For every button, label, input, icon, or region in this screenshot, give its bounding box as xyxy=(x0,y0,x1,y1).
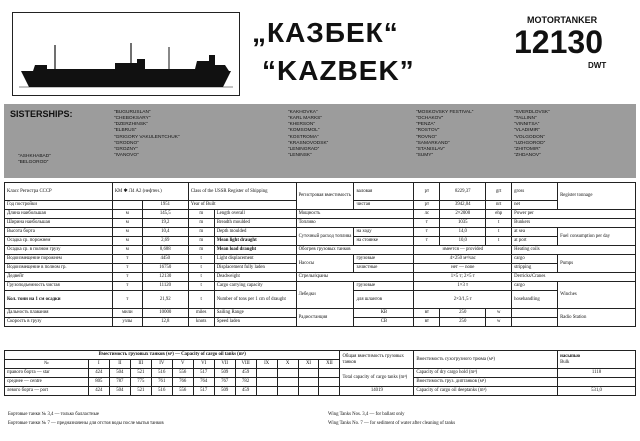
sistership-name: “KARL MARKS” xyxy=(288,116,322,122)
fuel-consumption-ru: Суточный расход топлива xyxy=(296,228,354,246)
ship-name-english: “KAZBEK” xyxy=(262,55,415,86)
tank-cell xyxy=(319,387,340,396)
tank-number: V xyxy=(172,360,193,369)
tank-number: XII xyxy=(319,360,340,369)
tank-cell xyxy=(256,369,277,378)
footnote-row xyxy=(8,412,628,421)
heating-en: Heating coils xyxy=(512,246,636,255)
winches-cargo-value: 1×3 т xyxy=(414,282,512,291)
total-capacity-ru: Общая вместимость грузовых танков xyxy=(340,351,414,369)
sistership-name: “ZHITOMIR” xyxy=(514,146,541,152)
bulk-en: Bulk xyxy=(560,359,570,365)
tank-cell: 521 xyxy=(130,387,151,396)
ship-name-russian: „КАЗБЕК“ xyxy=(252,17,399,48)
sistership-name: “KHERSON” xyxy=(288,122,315,128)
spec-en: Speed laden xyxy=(214,318,296,327)
spec-ru: Скорость в грузу xyxy=(5,318,113,327)
spec-ru: Осадка ср. в полном грузу xyxy=(5,246,113,255)
spec-en: Light displacement xyxy=(214,255,296,264)
tank-cell: 459 xyxy=(235,387,256,396)
deadweight-number: 12130 xyxy=(514,24,603,60)
at-sea-unit: т xyxy=(414,228,440,237)
power-en: Power per xyxy=(512,210,636,219)
spec-ru: Осадка ср. порожнем xyxy=(5,237,113,246)
spec-en: Cargo carrying capacity xyxy=(214,282,296,291)
winches-cargo-en: cargo xyxy=(512,282,558,291)
spec-value: 145,5 xyxy=(142,210,188,219)
spec-value: 12130 xyxy=(142,273,188,282)
tank-number: III xyxy=(130,360,151,369)
spec-ru: Водоизмещение порожнем xyxy=(5,255,113,264)
sistership-name: “ROSTOV” xyxy=(416,128,440,134)
sistership-name: “PENZA” xyxy=(416,122,436,128)
derricks-ru: Стрелы/краны xyxy=(296,273,414,282)
sistership-name: “SUMY” xyxy=(416,152,434,158)
sistership-name: “KRASNOVODSK” xyxy=(288,140,329,146)
total-capacity-value: 14019 xyxy=(340,387,414,396)
sistership-name: “TALLINN” xyxy=(514,116,537,122)
deeptank-value: 531,0 xyxy=(558,387,636,396)
sistership-name: “SVERDLOVSK” xyxy=(514,110,550,115)
spec-ru: Дальность плавания xyxy=(5,309,113,318)
pumps-strip-ru: зачистные xyxy=(354,264,414,273)
kv-label: КВ xyxy=(354,309,414,318)
derricks-value: 1×5 т; 2×5 т xyxy=(414,273,512,282)
tank-cell xyxy=(277,369,298,378)
tank-cell xyxy=(298,387,319,396)
sisterships-column-3 xyxy=(288,110,328,159)
net-unit-en: nrt xyxy=(486,201,512,210)
sistership-name: “LENINGRAD” xyxy=(288,146,320,152)
footnote-row xyxy=(8,421,628,430)
fuel-consumption-en: Fuel consumption per day xyxy=(558,228,636,246)
footnote-en: Wing Tanks No. 7 — for sediment of water after cleaning of tanks xyxy=(328,421,456,426)
net-unit: рт xyxy=(414,201,440,210)
spec-ru: Длина наибольшая xyxy=(5,210,113,219)
winches-en: Winches xyxy=(558,282,636,309)
at-port-ru: на стоянке xyxy=(354,237,414,246)
winches-hose-en: hosehandling xyxy=(512,291,558,309)
spec-unit-en: miles xyxy=(188,309,214,318)
tank-cell: 516 xyxy=(151,369,172,378)
deeptank-en: Capacity of cargo oil deeptanks (m³) xyxy=(414,387,558,396)
pumps-strip-value: нет — none xyxy=(414,264,512,273)
radio-en: Radio Station xyxy=(558,309,636,327)
tank-cell: 459 xyxy=(235,369,256,378)
tank-cell: 509 xyxy=(214,369,235,378)
pumps-cargo-en: cargo xyxy=(512,255,558,264)
sistership-name: “ASHKHABAD” xyxy=(18,154,51,159)
spec-ru: Водоизмещение в полном гр. xyxy=(5,264,113,273)
spec-ru: Кол. тонн на 1 см осадки xyxy=(5,291,113,309)
winches-hose-ru: для шлангов xyxy=(354,291,414,309)
pumps-ru: Насосы xyxy=(296,255,354,273)
tank-cell: 767 xyxy=(214,378,235,387)
pumps-en: Pumps xyxy=(558,255,636,273)
sistership-name: “UZHGOROD” xyxy=(514,140,546,146)
spec-unit: т xyxy=(112,291,142,309)
spec-value: 1951 xyxy=(142,201,188,210)
derricks-en: Derricks/Cranes xyxy=(512,273,636,282)
tank-capacity-table: Вместимость грузовых танков (м³) — Capacity of cargo oil tanks (m³) Общая вместимость грузовых танков Вместимость сухогрузного трюма (м³) насыпью Bulk № I II III IV V VI VII VIII IX X XI XII правого борта — star 424 504 521 516 556 517 509 459 Total capacity of cargo tanks (m³) Capacity of dry cargo hold (m³) 1118 среднее — centre 805 787 775 761 766 764 767 782 Вместимость груз. диптанков (м³) левого борта — port 424 504 521 516 556 517 509 459 14019 Capacity of cargo oil deeptanks (m³) 531,0 xyxy=(4,350,636,396)
sistership-name: “OCHAKOV” xyxy=(416,116,444,122)
spec-value: 11120 xyxy=(142,282,188,291)
sistership-name: “LENINSK” xyxy=(288,152,312,158)
tank-number: XI xyxy=(298,360,319,369)
spec-en: Mean load draught xyxy=(214,246,296,255)
spec-ru: Класс Регистра СССР xyxy=(5,183,113,201)
spec-unit: м xyxy=(112,228,142,237)
spec-unit: м xyxy=(112,210,142,219)
at-port-en: at port xyxy=(512,237,558,246)
spec-value: 4450 xyxy=(142,255,188,264)
heating-ru: Обогрев грузовых танков xyxy=(296,246,414,255)
tank-number: IX xyxy=(256,360,277,369)
footnotes xyxy=(8,412,628,430)
spec-value: 8,688 xyxy=(142,246,188,255)
pumps-cargo-value: 4×250 м³/час xyxy=(414,255,512,264)
tanks-title: Вместимость грузовых танков (м³) — Capacity of cargo oil tanks (m³) xyxy=(5,351,340,360)
tank-cell xyxy=(256,378,277,387)
spec-value: 19,2 xyxy=(142,219,188,228)
tank-number: VI xyxy=(193,360,214,369)
at-port-unit: т xyxy=(414,237,440,246)
spec-value: 2,69 xyxy=(142,237,188,246)
net-ru: чистая xyxy=(354,201,414,210)
spec-unit: т xyxy=(112,264,142,273)
gross-value: 8229,37 xyxy=(440,183,486,201)
power-ru: Мощность xyxy=(296,210,414,219)
tank-cell xyxy=(277,387,298,396)
tank-cell: 521 xyxy=(130,369,151,378)
sisterships-column-2 xyxy=(114,110,180,159)
sv-unit: вт xyxy=(414,318,440,327)
spec-ru: Ширина наибольшая xyxy=(5,219,113,228)
tank-cell: 424 xyxy=(88,369,109,378)
pumps-cargo-ru: грузовые xyxy=(354,255,414,264)
tank-cell: 766 xyxy=(172,378,193,387)
tank-cell xyxy=(319,369,340,378)
spec-value: КМ ✱ Л4 А2 (нефтен.) xyxy=(112,183,188,201)
sistership-name: “IVANOVO” xyxy=(114,152,139,158)
fuel-en: Bunkers xyxy=(512,219,636,228)
spec-unit: т xyxy=(112,255,142,264)
tank-number: I xyxy=(88,360,109,369)
tank-cell: 556 xyxy=(172,369,193,378)
spec-ru: Год постройки xyxy=(5,201,113,210)
sistership-name: “BUGURUSLAN” xyxy=(114,110,151,115)
deadweight-label: DWT xyxy=(588,61,607,70)
sistership-name: “DZERZHINSK” xyxy=(114,122,148,128)
winches-ru: Лебедки xyxy=(296,282,354,309)
spec-en: Sailing Range xyxy=(214,309,296,318)
at-port-unit-en: t xyxy=(486,237,512,246)
tank-cell: 517 xyxy=(193,387,214,396)
gross-en: gross xyxy=(512,183,558,201)
tank-cell xyxy=(298,369,319,378)
sistership-name: “GROZNY” xyxy=(114,146,138,152)
tank-cell xyxy=(319,378,340,387)
fuel-ru: Топливо xyxy=(296,219,414,228)
sistership-name: “GRODNO” xyxy=(114,140,139,146)
tank-cell: 517 xyxy=(193,369,214,378)
tank-number: VIII xyxy=(235,360,256,369)
spec-value: 12,8 xyxy=(142,318,188,327)
total-capacity-en: Total capacity of cargo tanks (m³) xyxy=(340,369,414,387)
power-unit-en: ehp xyxy=(486,210,512,219)
sistership-name: “SAMARKAND” xyxy=(416,140,450,146)
sistership-name: “VOLGODON” xyxy=(514,134,545,140)
tank-cell: 556 xyxy=(172,387,193,396)
power-unit: лс xyxy=(414,210,440,219)
winches-cargo-ru: грузовые xyxy=(354,282,414,291)
bulk-cell xyxy=(558,351,636,369)
sv-label: СВ xyxy=(354,318,414,327)
dry-hold-ru: Вместимость сухогрузного трюма (м³) xyxy=(414,351,558,369)
power-value: 2×2000 xyxy=(440,210,486,219)
sistership-name: “BELGOROD” xyxy=(18,160,49,166)
sisterships-panel xyxy=(4,104,636,178)
at-sea-ru: на ходу xyxy=(354,228,414,237)
kv-unit-en: w xyxy=(486,309,512,318)
sistership-name: “KOSTROMA” xyxy=(288,134,319,140)
header xyxy=(8,4,632,96)
spec-ru: Дедвейт xyxy=(5,273,113,282)
vessel-type: MOTORTANKER xyxy=(527,15,598,25)
kv-unit: вт xyxy=(414,309,440,318)
at-port-value: 10,0 xyxy=(440,237,486,246)
tank-cell xyxy=(256,387,277,396)
spec-unit: т xyxy=(112,273,142,282)
sistership-name: “KOMSOMOL” xyxy=(288,128,320,134)
spec-unit: м xyxy=(112,246,142,255)
tank-row-label: левого борта — port xyxy=(5,387,89,396)
spec-en: Depth moulded xyxy=(214,228,296,237)
at-sea-unit-en: t xyxy=(486,228,512,237)
spec-en: Length overall xyxy=(214,210,296,219)
spec-en: Breadth moulded xyxy=(214,219,296,228)
dry-hold-value: 1118 xyxy=(558,369,636,378)
spec-unit: м xyxy=(112,237,142,246)
sistership-name: “ROVNO” xyxy=(416,134,437,140)
spec-en: Number of tons per 1 cm of draught xyxy=(214,291,296,309)
kv-value: 250 xyxy=(440,309,486,318)
spec-en: Class of the USSR Register of Shipping xyxy=(188,183,296,201)
sistership-name: “KAKHOVKA” xyxy=(288,110,318,115)
tank-cell: 764 xyxy=(193,378,214,387)
net-en: net xyxy=(512,201,558,210)
footnote-ru: Бортовые танки № 7 — предназначены для отстоя воды после мытья танков xyxy=(8,421,164,426)
gross-ru: валовая xyxy=(354,183,414,201)
ship-silhouette-frame xyxy=(12,12,240,96)
spec-unit: т xyxy=(112,282,142,291)
spec-unit-en: knots xyxy=(188,318,214,327)
spec-value: 21,92 xyxy=(142,291,188,309)
tank-cell: 509 xyxy=(214,387,235,396)
tank-cell: 805 xyxy=(88,378,109,387)
spec-unit: мили xyxy=(112,309,142,318)
sisterships-column-1 xyxy=(18,154,51,166)
tank-cell xyxy=(298,378,319,387)
reg-tonnage-ru: Регистровая вместимость xyxy=(296,183,354,210)
spec-en: Mean light draught xyxy=(214,237,296,246)
tank-row-label: правого борта — star xyxy=(5,369,89,378)
tanker-silhouette-icon xyxy=(19,43,233,93)
specifications-table: Класс Регистра СССР КМ ✱ Л4 А2 (нефтен.) Class of the USSR Register of Shipping Регистровая вместимость валовая рт 8229,37 grt gross Register tonnage Год постройки 1951 Year of Built чистая рт 3942,04 nrt net Длина наибольшая м 145,5 m Length overall Мощность лс 2×2000 ehp Power per Ширина наибольшая м 19,2 m Breadth moulded Топливо т 1035 t Bunkers Высота борта м 10,4 m Depth moulded Суточный расход топлива на ходу т 14,0 t at sea Fuel consumption per day Осадка ср. порожнем м 2,69 m Mean light draught на стоянке т 10,0 t at port Осадка ср. в полном грузу м 8,688 m Mean load draught Обогрев грузовых танков имеется — provided Heating coils Водоизмещение порожнем т 4450 t Light displacement Насосы грузовые 4×250 м³/час cargo Pumps Водоизмещение в полном гр. т 16750 t Displacement fully laden зачистные нет — none stripping Дедвейт т 12130 t Deadweight Стрелы/краны 1×5 т; 2×5 т Derricks/Cranes Грузоподъемность чистая т 11120 t Cargo carrying capacity Лебедки грузовые 1×3 т cargo Winches Кол. тонн на 1 см осадки т 21,92 t Number of tons per 1 cm of draught для шлангов 2×3/1,5 т hosehandling Дальность плавания мили 10000 miles Sailing Range Радиостанция КВ вт 250 w Radio Station Скорость в грузу узлы 12,8 knots Speed laden СВ вт 250 w xyxy=(4,182,636,327)
footnote-en: Wing Tanks Nos. 3,4 — for ballast only xyxy=(328,412,405,417)
reg-tonnage-en: Register tonnage xyxy=(558,183,636,210)
tank-cell: 516 xyxy=(151,387,172,396)
tank-number: X xyxy=(277,360,298,369)
deeptank-ru: Вместимость груз. диптанков (м³) xyxy=(414,378,558,387)
spec-value: 16750 xyxy=(142,264,188,273)
sisterships-column-4 xyxy=(416,110,473,159)
dry-hold-en: Capacity of dry cargo hold (m³) xyxy=(414,369,558,378)
bulk-ru: насыпью xyxy=(560,354,581,360)
spec-en: Displacement fully laden xyxy=(214,264,296,273)
spec-ru: Грузоподъемность чистая xyxy=(5,282,113,291)
at-sea-en: at sea xyxy=(512,228,558,237)
sisterships-column-5 xyxy=(514,110,550,159)
tank-number: IV xyxy=(151,360,172,369)
sisterships-title: SISTERSHIPS: xyxy=(10,109,73,119)
tank-row-label: среднее — centre xyxy=(5,378,89,387)
gross-unit: рт xyxy=(414,183,440,201)
winches-hose-value: 2×3/1,5 т xyxy=(414,291,512,309)
sv-unit-en: w xyxy=(486,318,512,327)
spec-value: 10000 xyxy=(142,309,188,318)
heating-value: имеется — provided xyxy=(414,246,512,255)
spec-value: 10,4 xyxy=(142,228,188,237)
tank-cell: 504 xyxy=(109,369,130,378)
sistership-name: “ELBRUS” xyxy=(114,128,137,134)
tank-number: VII xyxy=(214,360,235,369)
spec-ru: Высота борта xyxy=(5,228,113,237)
spec-unit: узлы xyxy=(112,318,142,327)
tank-cell: 782 xyxy=(235,378,256,387)
net-value: 3942,04 xyxy=(440,201,486,210)
sistership-name: “STANISLAV” xyxy=(416,146,445,152)
tank-cell: 504 xyxy=(109,387,130,396)
fuel-unit: т xyxy=(414,219,440,228)
radio-ru: Радиостанция xyxy=(296,309,354,327)
sistership-name: “CHEBOKSARY” xyxy=(114,116,151,122)
spec-en: Year of Built xyxy=(188,201,296,210)
fuel-value: 1035 xyxy=(440,219,486,228)
at-sea-value: 14,0 xyxy=(440,228,486,237)
tank-cell: 787 xyxy=(109,378,130,387)
sistership-name: “VINNITSA” xyxy=(514,122,540,128)
footnote-ru: Бортовые танки № 3,4 — только балластные xyxy=(8,412,99,417)
sistership-name: “MOSKOVSKY FESTIVAL” xyxy=(416,110,474,115)
sv-value: 250 xyxy=(440,318,486,327)
gross-unit-en: grt xyxy=(486,183,512,201)
spec-unit: м xyxy=(112,219,142,228)
tank-cell: 761 xyxy=(151,378,172,387)
tank-cell: 775 xyxy=(130,378,151,387)
sistership-name: “VLADIMIR” xyxy=(514,128,540,134)
spec-en: Deadweight xyxy=(214,273,296,282)
tank-number: II xyxy=(109,360,130,369)
tank-cell xyxy=(277,378,298,387)
pumps-strip-en: stripping xyxy=(512,264,558,273)
sistership-name: “ZHDANOV” xyxy=(514,152,541,158)
sistership-name: “GRIGORY VAKULENTCHUK” xyxy=(114,134,180,140)
fuel-unit-en: t xyxy=(486,219,512,228)
tank-cell: 424 xyxy=(88,387,109,396)
